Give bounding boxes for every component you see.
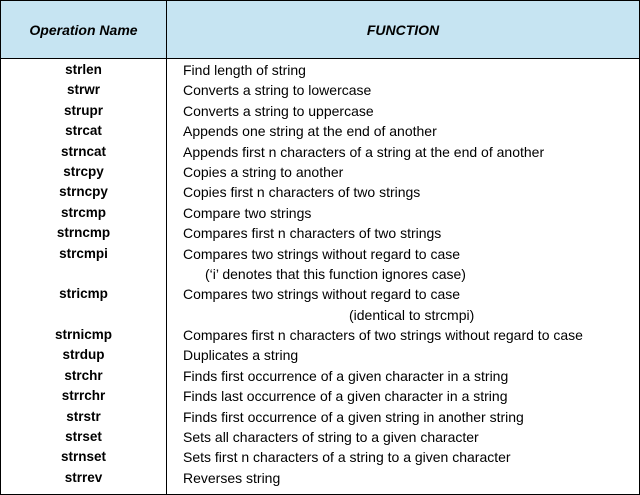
table-row: [1, 101, 639, 121]
function-description: Copies a string to another: [183, 163, 344, 180]
operation-name: stricmp: [59, 286, 108, 302]
operation-name: strdup: [62, 347, 105, 363]
table-row: [1, 325, 639, 345]
function-description: Appends first n characters of a string at the end of another: [183, 143, 545, 160]
operation-name: strcpy: [63, 163, 104, 179]
operation-name: strset: [65, 429, 102, 445]
table-row: [1, 80, 639, 100]
operation-name: strrev: [64, 469, 103, 485]
function-description: Finds last occurrence of a given character in a string: [183, 388, 508, 405]
operation-name: strcat: [65, 123, 102, 139]
table-row: [1, 386, 639, 406]
function-description: Compare two strings: [183, 204, 312, 221]
function-description: Copies first n characters of two strings: [183, 184, 421, 201]
function-note: (identical to strcmpi): [349, 306, 475, 323]
table-row: [1, 345, 639, 365]
function-description: Sets all characters of string to a given character: [183, 429, 479, 446]
table-row: [1, 182, 639, 202]
table-row: [1, 468, 639, 488]
table-header: [1, 1, 639, 59]
operation-name: strwr: [66, 82, 100, 98]
table-row: [1, 244, 639, 264]
table-row: [1, 121, 639, 141]
operation-name: strrchr: [61, 388, 106, 404]
operation-name: strcmpi: [59, 245, 108, 261]
table-row-continuation: [1, 305, 639, 325]
table-row: [1, 427, 639, 447]
function-description: Compares first n characters of two strings: [183, 225, 442, 242]
function-description: Duplicates a string: [183, 347, 299, 364]
table-row: [1, 203, 639, 223]
operation-name: strchr: [64, 367, 103, 383]
operation-name: strncpy: [59, 184, 108, 200]
function-description: Converts a string to lowercase: [183, 82, 372, 99]
header-operation-name: Operation Name: [29, 21, 138, 38]
operation-name: strupr: [63, 102, 103, 118]
function-description: Compares first n characters of two strings without regard to case: [183, 327, 583, 344]
table-row: [1, 447, 639, 467]
function-note: (‘i’ denotes that this function ignores case): [205, 265, 466, 282]
table-row: [1, 223, 639, 243]
table-row: [1, 142, 639, 162]
table-row-continuation: [1, 264, 639, 284]
header-function: FUNCTION: [366, 21, 440, 38]
operation-name: strcmp: [60, 204, 106, 220]
operation-name: strlen: [65, 62, 102, 77]
function-description: Converts a string to uppercase: [183, 102, 374, 119]
table-row: [1, 366, 639, 386]
operation-name: strstr: [66, 408, 101, 424]
table-row: [1, 162, 639, 182]
table-row: [1, 407, 639, 427]
operation-name: strncmp: [56, 225, 111, 241]
function-description: Sets first n characters of a string to a given character: [183, 449, 511, 466]
operation-name: strncat: [60, 143, 106, 159]
function-description: Reverses string: [183, 469, 281, 486]
function-description: Finds first occurrence of a given string in another string: [183, 408, 524, 425]
function-description: Compares two strings without regard to case: [183, 286, 461, 303]
table-row: [1, 284, 639, 304]
function-description: Find length of string: [183, 62, 306, 78]
table-row: [1, 60, 639, 80]
function-description: Finds first occurrence of a given character in a string: [183, 367, 509, 384]
operation-name: strnset: [60, 449, 106, 465]
function-description: Appends one string at the end of another: [183, 123, 437, 140]
function-description: Compares two strings without regard to case: [183, 245, 461, 262]
table-body: [1, 60, 639, 488]
operation-name: strnicmp: [54, 327, 112, 343]
